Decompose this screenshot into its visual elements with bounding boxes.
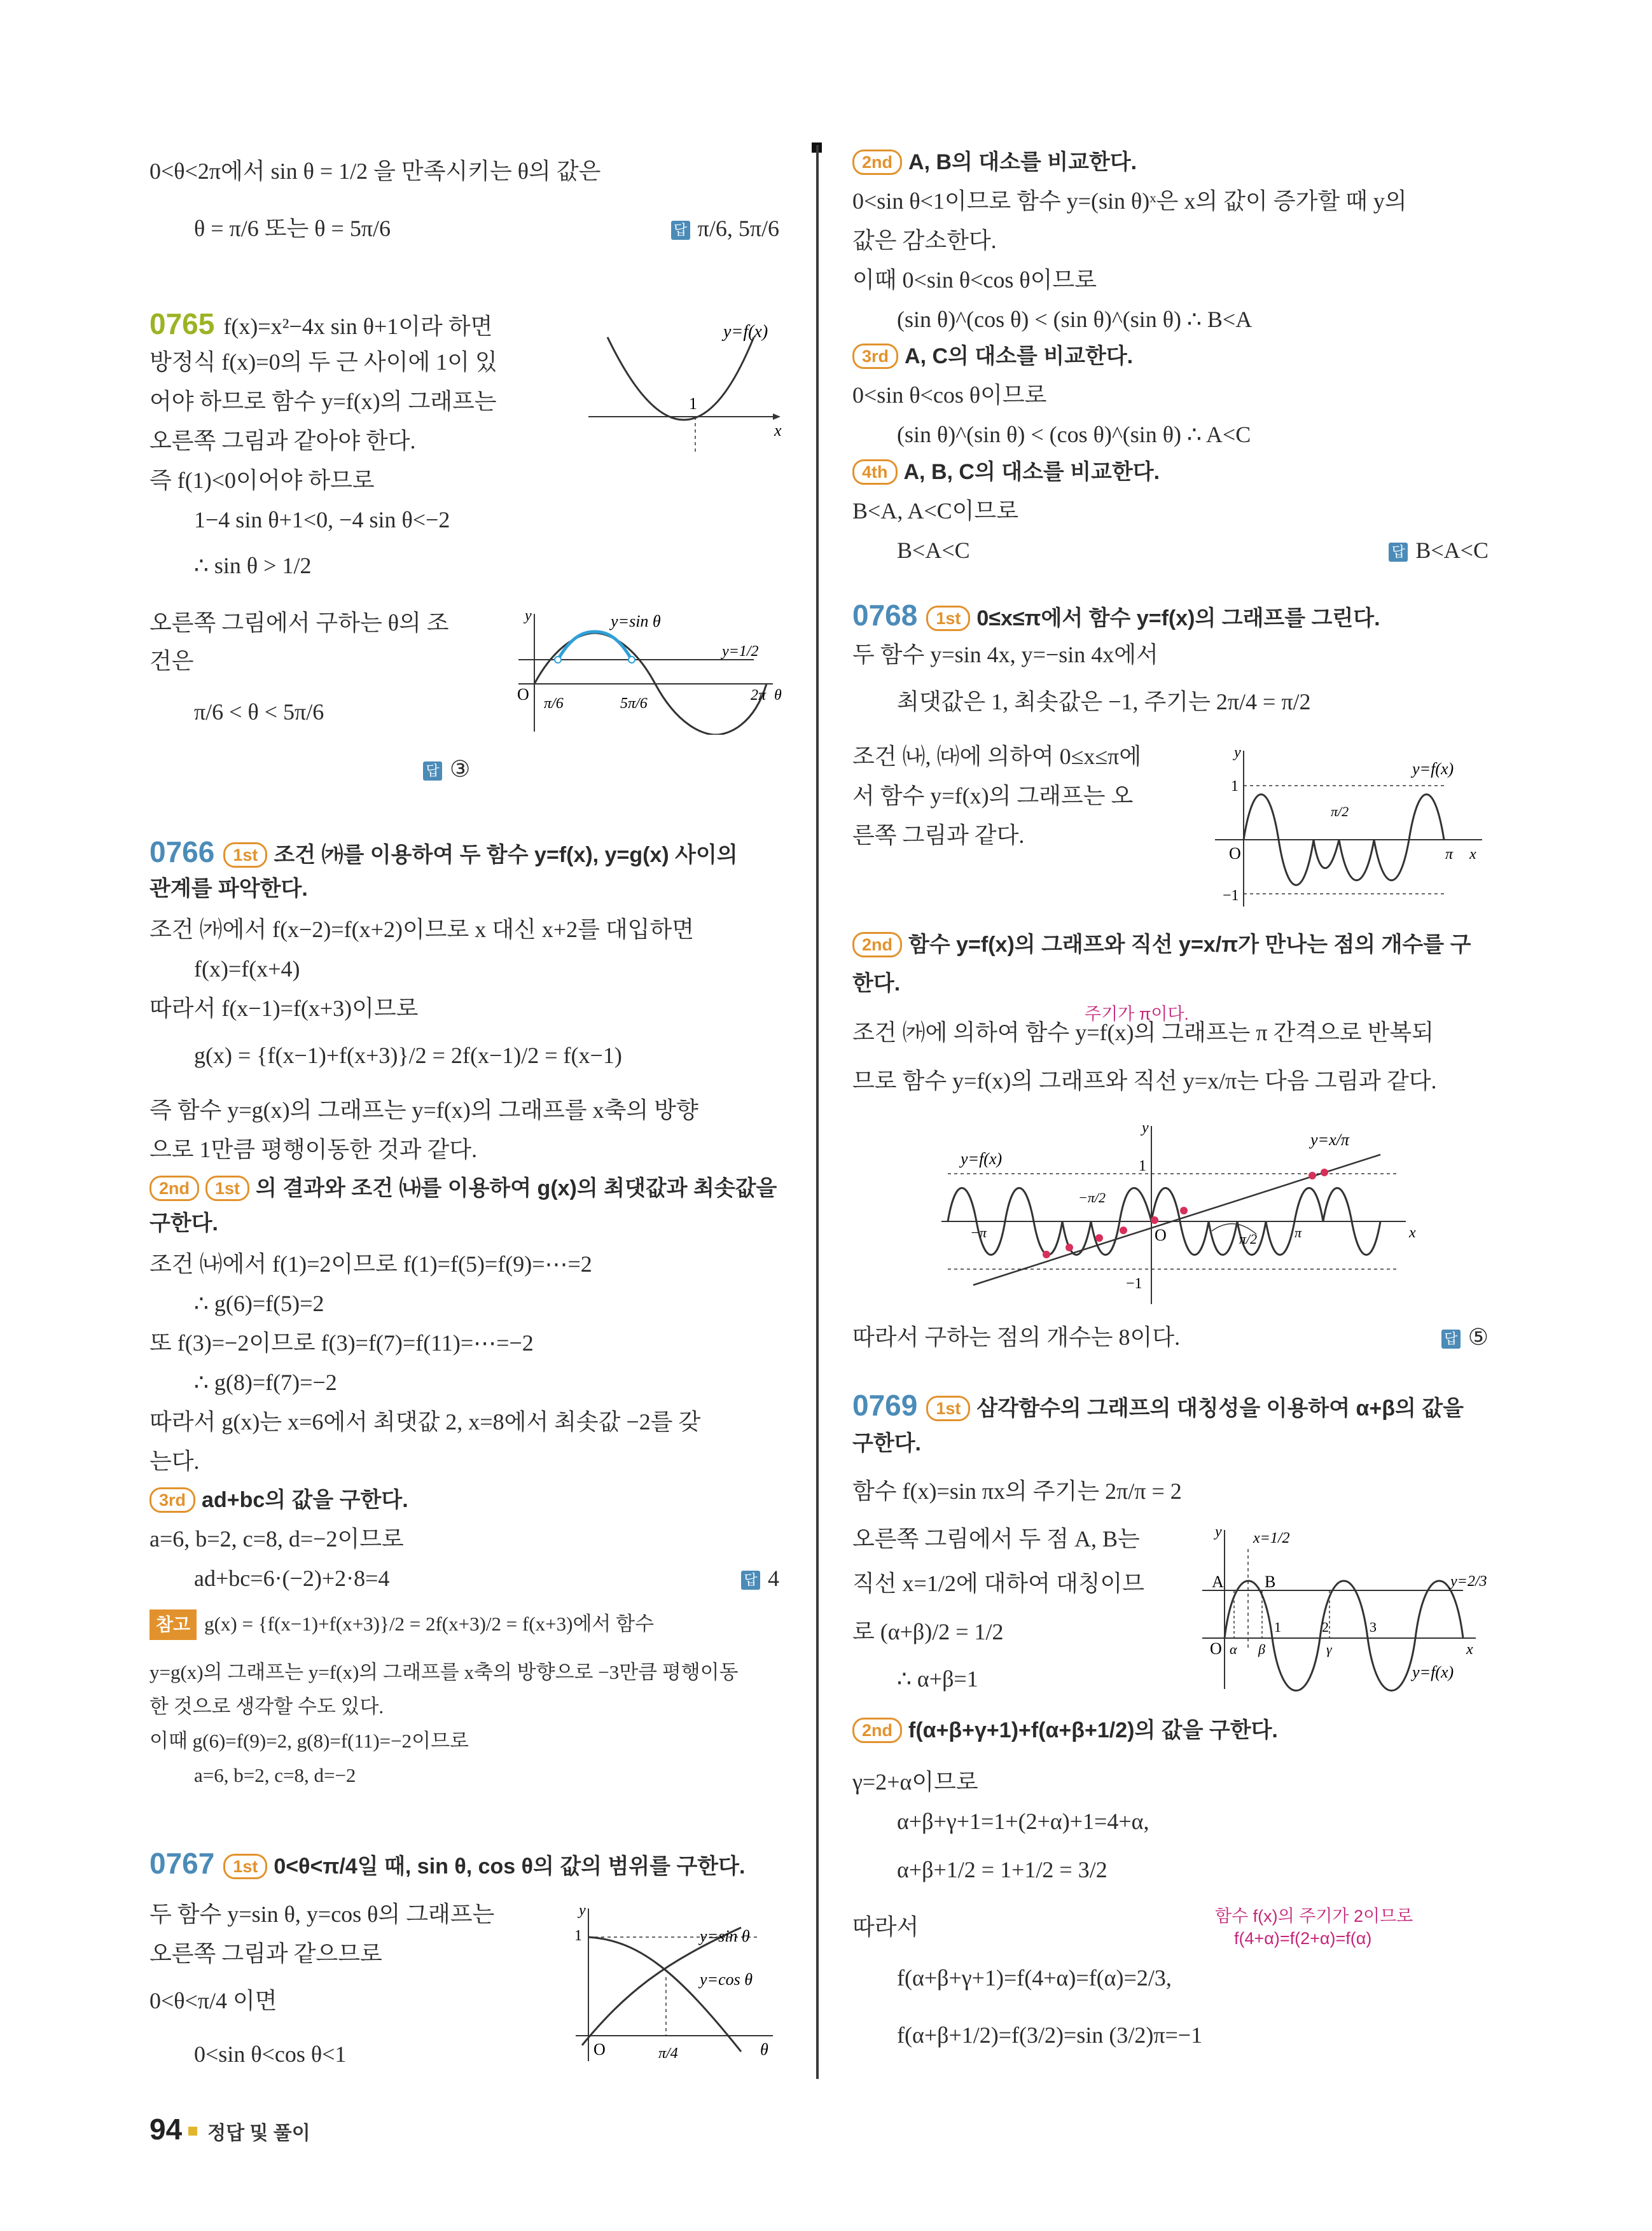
answer-value: ⑤ [1468, 1324, 1489, 1350]
note-line: 이때 g(6)=f(9)=2, g(8)=f(11)=−2이므로 [149, 1730, 469, 1752]
problem-0766-header [149, 837, 779, 870]
cos-curve [588, 1937, 741, 2052]
line [149, 1563, 779, 1594]
tick-label: 1 [1231, 778, 1239, 795]
line: 함수 f(x)=sin πx의 주기는 2π/π = 2 [852, 1478, 1182, 1504]
answer-value: B<A<C [1415, 538, 1489, 563]
line: 서 함수 y=f(x)의 그래프는 오 [852, 783, 1134, 809]
note-text: g(x) = {f(x−1)+f(x+3)}/2 = 2f(x+3)/2 = f(x+3)에서 함수 [204, 1613, 655, 1635]
problem-number: 0768 [852, 599, 918, 632]
line: f(α+β+1/2)=f(3/2)=sin (3/2)π=−1 [897, 2022, 1203, 2048]
step-heading: 구한다. [149, 1211, 218, 1235]
problem-number: 0769 [852, 1389, 918, 1422]
parabola-curve [607, 337, 754, 420]
tick-label: π/4 [658, 2045, 678, 2062]
line: 로 (α+β)/2 = 1/2 [852, 1619, 1004, 1644]
axis-label: y [579, 1902, 586, 1919]
tick-label: α [1230, 1641, 1237, 1657]
line: γ=2+α이므로 [852, 1769, 978, 1795]
tick-label: −π/2 [1078, 1190, 1106, 1206]
note-line [149, 1609, 779, 1640]
line: 조건 ㈏, ㈐에 의하여 0≤x≤π에 [852, 744, 1142, 769]
answer-value: ③ [450, 756, 471, 782]
answer-icon: 답 [741, 1571, 760, 1590]
step-badge: 1st [223, 842, 267, 868]
step-heading: 한다. [852, 971, 901, 996]
intersection-point [1120, 1227, 1127, 1234]
axis-label: x [1409, 1225, 1416, 1241]
line: α+β+γ+1=1+(2+α)+1=4+α, [897, 1809, 1149, 1834]
step-4-header [852, 456, 1489, 487]
problem-0768-header [852, 600, 1489, 634]
line [852, 535, 1489, 566]
line: ∴ α+β=1 [897, 1666, 978, 1692]
intersection-point [1321, 1169, 1328, 1176]
tick-label: π/6 [544, 695, 564, 712]
step-heading: A, B의 대소를 비교한다. [908, 150, 1137, 174]
step-badge: 2nd [852, 932, 902, 957]
step-heading: 관계를 파악한다. [149, 877, 308, 901]
tick-label: 1 [689, 394, 697, 413]
line: ∴ g(8)=f(7)=−2 [194, 1370, 337, 1395]
line: 어야 하므로 함수 y=f(x)의 그래프는 [149, 389, 497, 414]
axis-label: y [1215, 1524, 1222, 1540]
arrow-icon [773, 414, 781, 420]
answer-0768 [1441, 1322, 1489, 1352]
line: 건은 [149, 648, 194, 674]
intersection-point [1043, 1251, 1050, 1258]
tick-label: 1 [574, 1928, 582, 1944]
line: 므로 함수 y=f(x)의 그래프와 직선 y=x/π는 다음 그림과 같다. [852, 1068, 1437, 1094]
line: ∴ g(6)=f(5)=2 [194, 1291, 324, 1316]
problem-number: 0765 [149, 307, 215, 340]
step-heading: 함수 y=f(x)의 그래프와 직선 y=x/π가 만나는 점의 개수를 구 [908, 933, 1471, 957]
step-heading: f(α+β+γ+1)+f(α+β+1/2)의 값을 구한다. [908, 1718, 1278, 1742]
graph-label: y=f(x) [1412, 1663, 1454, 1681]
line: 0<sin θ<cos θ이므로 [852, 382, 1047, 408]
note-line: y=g(x)의 그래프는 y=f(x)의 그래프를 x축의 방향으로 −3만큼 평행이동 [149, 1661, 739, 1683]
axis-label: y [525, 608, 532, 624]
graph-label: y=cos θ [700, 1970, 753, 1989]
note-line: 한 것으로 생각할 수도 있다. [149, 1695, 384, 1718]
line: 두 함수 y=sin θ, y=cos θ의 그래프는 [149, 1901, 495, 1927]
line: ∴ sin θ > 1/2 [194, 553, 312, 578]
line-label: y=2/3 [1450, 1573, 1487, 1590]
step-2-header [149, 1172, 779, 1204]
line: 오른쪽 그림에서 구하는 θ의 조 [149, 610, 449, 636]
step-heading: 구한다. [852, 1431, 921, 1456]
intersection-graph [935, 1120, 1419, 1310]
step-badge: 1st [926, 606, 970, 631]
line: 조건 ㈎에 의하여 함수 y=f(x)의 그래프는 π 간격으로 반복되 [852, 1020, 1434, 1045]
origin-label: O [517, 685, 529, 704]
intro-answer [671, 213, 779, 244]
step-heading: 의 결과와 조건 ㈏를 이용하여 g(x)의 최댓값과 최솟값을 [256, 1176, 777, 1200]
problem-number: 0767 [149, 1847, 215, 1880]
line: (sin θ)^(cos θ) < (sin θ)^(sin θ) ∴ B<A [897, 307, 1253, 332]
axis-label: y [1234, 744, 1241, 761]
line: 최댓값은 1, 최솟값은 −1, 주기는 2π/4 = π/2 [897, 689, 1311, 714]
step-badge: 2nd [852, 149, 902, 175]
origin-label: O [1229, 844, 1241, 863]
pink-note: 함수 f(x)의 주기가 2이므로 [1215, 1907, 1413, 1926]
answer-0766 [741, 1563, 779, 1594]
step-2-header [852, 929, 1489, 960]
line: 0<sin θ<cos θ<1 [194, 2041, 347, 2067]
step-2-header [852, 1714, 1489, 1746]
step-heading: 조건 ㈎를 이용하여 두 함수 y=f(x), y=g(x) 사이의 [274, 843, 738, 867]
step-heading: 삼각함수의 그래프의 대칭성을 이용하여 α+β의 값을 [976, 1396, 1464, 1421]
column-divider [816, 145, 819, 2079]
answer-icon: 답 [1441, 1330, 1461, 1349]
intro-theta: θ = π/6 또는 θ = 5π/6 [194, 216, 391, 241]
page-number: 94 [149, 2113, 183, 2146]
tick-label: −1 [1223, 887, 1239, 904]
line: 조건 ㈎에서 f(x−2)=f(x+2)이므로 x 대신 x+2를 대입하면 [149, 917, 695, 942]
answer-icon: 답 [423, 761, 442, 781]
tick-label: γ [1326, 1641, 1332, 1657]
step-badge: 2nd [149, 1176, 199, 1201]
intersection-point [1095, 1234, 1103, 1242]
origin-label: O [593, 2040, 606, 2059]
step-heading: A, C의 대소를 비교한다. [905, 344, 1134, 368]
step-3-header [149, 1484, 779, 1515]
line-label: x=1/2 [1253, 1530, 1290, 1546]
intersection-point [1180, 1207, 1188, 1214]
step-badge: 3rd [852, 344, 898, 369]
line: B<A, A<C이므로 [852, 498, 1018, 524]
line: 른쪽 그림과 같다. [852, 823, 1025, 848]
step-heading: 0<θ<π/4일 때, sin θ, cos θ의 값의 범위를 구한다. [274, 1854, 746, 1879]
parabola-graph [582, 318, 786, 477]
step-heading: ad+bc의 값을 구한다. [202, 1488, 408, 1512]
step-badge: 3rd [149, 1487, 195, 1513]
answer-0765 [423, 754, 779, 784]
line: 는다. [149, 1449, 200, 1474]
origin-label: O [1155, 1226, 1167, 1244]
tick-label: π/2 [1331, 803, 1349, 819]
problem-0769-header [852, 1390, 1489, 1424]
tick-label: 1 [1274, 1619, 1281, 1635]
note-tag: 참고 [149, 1609, 197, 1640]
pink-note: 주기가 π이다. [1085, 1004, 1190, 1024]
tick-label: β [1258, 1641, 1265, 1657]
sin-cos-graph [569, 1902, 779, 2068]
graph-label: y=f(x) [723, 322, 768, 342]
tick-label: π [1295, 1225, 1302, 1241]
intro-line-1: 0<θ<2π에서 sin θ = 1/2 을 만족시키는 θ의 값은 [149, 158, 601, 184]
line: 이때 0<sin θ<cos θ이므로 [852, 267, 1097, 293]
line: f(x)=x²−4x sin θ+1이라 하면 [223, 314, 493, 339]
line: a=6, b=2, c=8, d=−2이므로 [149, 1526, 404, 1552]
highlighted-arc [558, 632, 632, 660]
step-3-header [852, 340, 1489, 372]
line: 1−4 sin θ+1<0, −4 sin θ<−2 [194, 507, 450, 532]
line: 즉 f(1)<0이어야 하므로 [149, 468, 375, 493]
axis-label: x [1466, 1641, 1473, 1658]
conclusion: 따라서 구하는 점의 개수는 8이다. [852, 1324, 1181, 1350]
tick-label: 2 [1322, 1619, 1329, 1635]
intersection-point [1308, 1172, 1316, 1179]
line: 오른쪽 그림에서 두 점 A, B는 [852, 1526, 1140, 1552]
note-line: a=6, b=2, c=8, d=−2 [194, 1764, 356, 1786]
line: 따라서 [852, 1914, 919, 1940]
point-label: B [1265, 1573, 1276, 1591]
line: 0<θ<π/4 이면 [149, 1988, 277, 2013]
step-2-header [852, 146, 1489, 177]
line: 조건 ㈏에서 f(1)=2이므로 f(1)=f(5)=f(9)=⋯=2 [149, 1251, 592, 1277]
answer-icon: 답 [671, 221, 690, 240]
tick-label: −1 [1126, 1275, 1142, 1292]
graph-label: y=sin θ [700, 1927, 750, 1945]
step-badge: 1st [205, 1176, 249, 1201]
point [555, 657, 561, 663]
intro-line-2 [149, 213, 779, 244]
tick-label: 1 [1139, 1158, 1146, 1174]
line: π/6 < θ < 5π/6 [194, 699, 324, 725]
line [852, 1322, 1489, 1352]
line-text: B<A<C [897, 538, 970, 563]
line: 으로 1만큼 평행이동한 것과 같다. [149, 1137, 478, 1162]
intro-answer-value: π/6, 5π/6 [697, 216, 779, 241]
axis-label: y [1142, 1120, 1149, 1136]
page-footer [149, 2112, 310, 2146]
line: g(x) = {f(x−1)+f(x+3)}/2 = 2f(x−1)/2 = f(x−1) [194, 1043, 622, 1068]
intersection-point [1151, 1216, 1158, 1224]
axis-label: θ [774, 687, 782, 704]
answer-0767 [1389, 535, 1489, 566]
graph-label: y=f(x) [1412, 760, 1454, 778]
line: 두 함수 y=sin 4x, y=−sin 4x에서 [852, 642, 1158, 667]
axis-label: θ [760, 2040, 768, 2059]
tick-label: π [1445, 846, 1454, 863]
step-badge: 2nd [852, 1718, 902, 1743]
line-label: y=x/π [1310, 1130, 1349, 1149]
tick-label: π/2 [1239, 1231, 1258, 1247]
intersection-point [1065, 1244, 1073, 1251]
answer-value: 4 [768, 1566, 779, 1591]
square-bullet-icon [188, 2127, 197, 2136]
tick-label: 2π [751, 687, 767, 704]
step-badge: 1st [926, 1396, 970, 1421]
line: 0<sin θ<1이므로 함수 y=(sin θ)ˣ은 x의 값이 증가할 때 y의 [852, 188, 1407, 214]
point [628, 657, 635, 663]
graph-label: y=f(x) [961, 1150, 1003, 1168]
step-badge: 4th [852, 459, 898, 485]
problem-number: 0766 [149, 835, 215, 868]
line: 또 f(3)=−2이므로 f(3)=f(7)=f(11)=⋯=−2 [149, 1330, 534, 1356]
line: 따라서 f(x−1)=f(x+3)이므로 [149, 996, 419, 1021]
footer-label: 정답 및 풀이 [207, 2123, 310, 2144]
line: 직선 x=1/2에 대하여 대칭이므 [852, 1571, 1145, 1596]
answer-icon: 답 [1389, 543, 1408, 562]
tick-label: −π [970, 1225, 987, 1241]
line: 따라서 g(x)는 x=6에서 최댓값 2, x=8에서 최솟값 −2를 갖 [149, 1409, 701, 1435]
tick-label: 5π/6 [620, 695, 648, 712]
origin-label: O [1210, 1639, 1222, 1658]
step-badge: 1st [223, 1854, 267, 1879]
pink-note: f(4+α)=f(2+α)=f(α) [1234, 1929, 1372, 1948]
line: 값은 감소한다. [852, 228, 997, 253]
graph-label: y=sin θ [611, 612, 661, 630]
sin-pi-x-graph [1196, 1524, 1489, 1695]
line: α+β+1/2 = 1+1/2 = 3/2 [897, 1857, 1107, 1882]
line: 방정식 f(x)=0의 두 근 사이에 1이 있 [149, 349, 497, 375]
axis-label: x [774, 421, 782, 440]
line: f(x)=f(x+4) [194, 956, 300, 982]
pink-annotation [1234, 1921, 1489, 1954]
line: (sin θ)^(sin θ) < (cos θ)^(sin θ) ∴ A<C [897, 422, 1251, 447]
line-label: y=1/2 [722, 643, 759, 660]
sine-graph [506, 608, 786, 735]
line: 즉 함수 y=g(x)의 그래프는 y=f(x)의 그래프를 x축의 방향 [149, 1097, 698, 1123]
line-text: ad+bc=6·(−2)+2·8=4 [194, 1566, 390, 1591]
line: 오른쪽 그림과 같으므로 [149, 1941, 382, 1966]
tick-label: 3 [1370, 1619, 1377, 1635]
step-heading: A, B, C의 대소를 비교한다. [903, 460, 1160, 484]
line: f(α+β+γ+1)=f(4+α)=f(α)=2/3, [897, 1965, 1172, 1991]
f-graph-0-to-pi [1209, 741, 1489, 913]
point-label: A [1212, 1573, 1224, 1591]
line: 오른쪽 그림과 같아야 한다. [149, 428, 416, 454]
step-heading: 0≤x≤π에서 함수 y=f(x)의 그래프를 그린다. [976, 606, 1380, 630]
problem-0767-header [149, 1848, 779, 1882]
axis-label: x [1469, 846, 1476, 863]
